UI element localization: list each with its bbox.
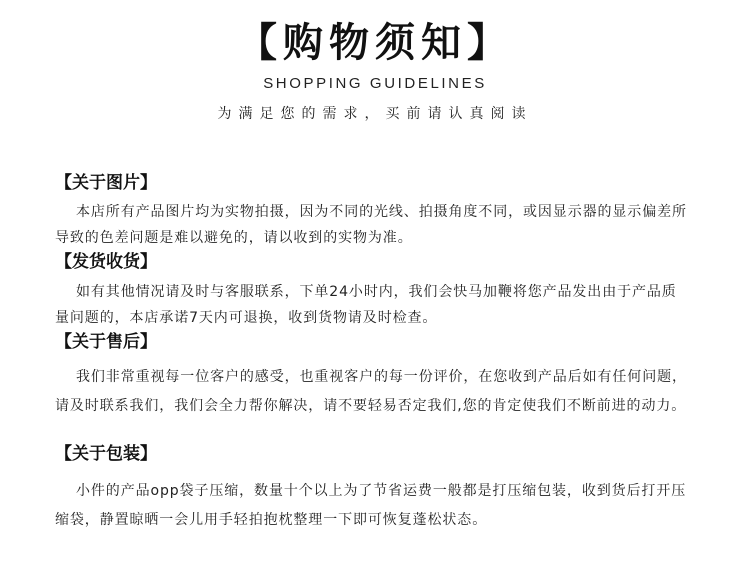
section-body-shipping: 如有其他情况请及时与客服联系，下单24小时内，我们会快马加鞭将您产品发出由于产品质量问题的，本店承诺7天内可退换，收到货物请及时检查。 xyxy=(55,284,677,326)
section-heading-after-sales: 【关于售后】 xyxy=(55,332,157,352)
section-body-after-sales: 我们非常重视每一位客户的感受，也重视客户的每一份评价，在您收到产品后如有任何问题，请及时联系我们，我们会全力帮你解决，请不要轻易否定我们,您的肯定使我们不断前进的动力。 xyxy=(55,369,687,414)
section-heading-packaging: 【关于包装】 xyxy=(55,444,157,464)
section-body-pictures: 本店所有产品图片均为实物拍摄，因为不同的光线、拍摄角度不同，或因显示器的显示偏差所导致的色差问题是难以避免的，请以收到的实物为准。 xyxy=(55,204,687,246)
section-packaging xyxy=(55,443,690,535)
page-title: 【购物须知】 xyxy=(237,20,513,66)
section-after-sales xyxy=(55,331,690,421)
section-heading-shipping: 【发货收货】 xyxy=(55,252,157,272)
section-pictures xyxy=(55,172,690,251)
section-shipping xyxy=(55,251,690,331)
page-subtitle-chinese: 为满足您的需求，买前请认真阅读 xyxy=(217,106,533,122)
section-heading-pictures: 【关于图片】 xyxy=(55,173,157,193)
page-subtitle-english: SHOPPING GUIDELINES xyxy=(263,75,487,92)
section-body-packaging: 小件的产品opp袋子压缩，数量十个以上为了节省运费一般都是打压缩包装，收到货后打开压缩袋，静置晾晒一会儿用手轻拍抱枕整理一下即可恢复蓬松状态。 xyxy=(55,483,687,528)
